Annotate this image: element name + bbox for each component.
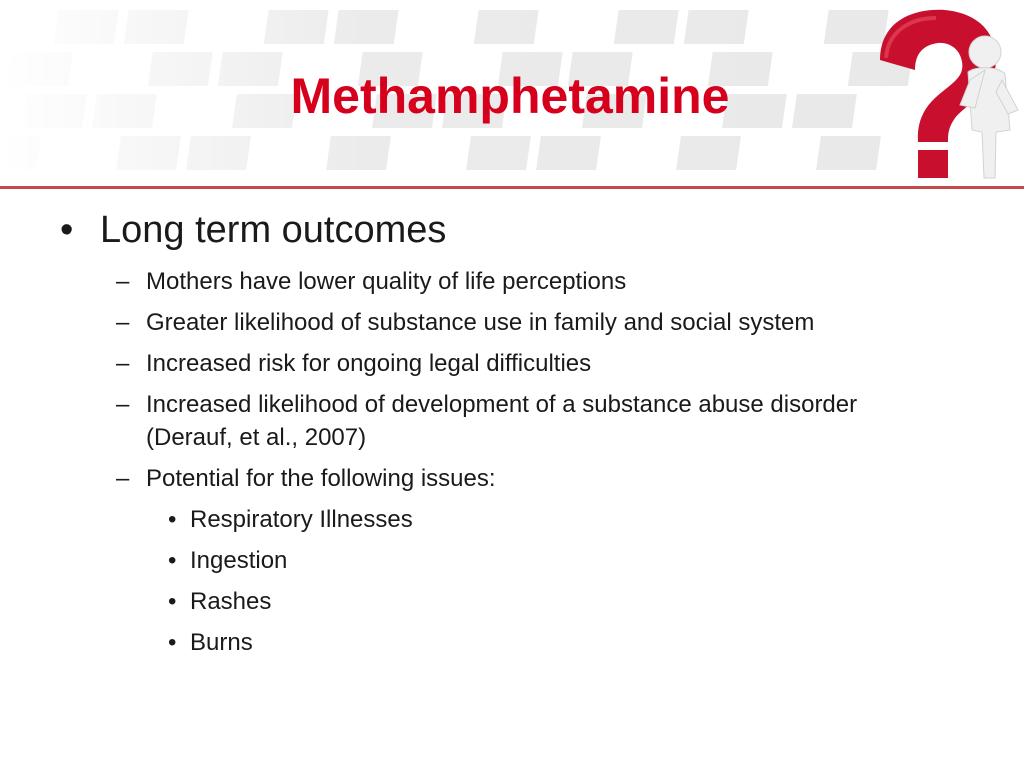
dash-marker: – — [116, 391, 130, 418]
issue-text: Ingestion — [190, 547, 288, 574]
sub-bullet-legal-difficulties — [116, 347, 946, 380]
sub-bullet-text: Potential for the following issues: — [146, 465, 496, 492]
sub-bullet-text: Increased likelihood of development of a substance abuse disorder (Derauf, et al., 2007) — [146, 391, 858, 451]
dot-marker: • — [168, 629, 177, 656]
issue-burns — [168, 626, 253, 659]
slide-title: Methamphetamine — [290, 68, 730, 124]
dash-marker: – — [116, 465, 130, 492]
sub-bullet-potential-issues — [116, 462, 946, 495]
issue-ingestion — [168, 544, 288, 577]
dash-marker: – — [116, 268, 130, 295]
bullet-long-term-outcomes — [60, 205, 447, 255]
dot-marker: • — [168, 547, 177, 574]
title-divider — [0, 186, 1024, 189]
dash-marker: – — [116, 350, 130, 377]
sub-bullet-substance-use — [116, 306, 946, 339]
sub-bullet-quality-of-life — [116, 265, 946, 298]
issue-text: Rashes — [190, 588, 272, 615]
sub-bullet-text: Mothers have lower quality of life perceptions — [146, 268, 627, 295]
dot-marker: • — [168, 506, 177, 533]
dash-marker: – — [116, 309, 130, 336]
sub-bullet-substance-abuse-disorder — [116, 388, 906, 454]
sub-bullet-text: Greater likelihood of substance use in family and social system — [146, 309, 815, 336]
dot-marker: • — [168, 588, 177, 615]
issue-respiratory-illnesses — [168, 503, 413, 536]
bullet-marker: • — [60, 209, 74, 251]
issue-text: Burns — [190, 629, 253, 656]
sub-bullet-text: Increased risk for ongoing legal difficulties — [146, 350, 592, 377]
issue-rashes — [168, 585, 272, 618]
issue-text: Respiratory Illnesses — [190, 506, 413, 533]
bullet-text: Long term outcomes — [100, 209, 447, 251]
